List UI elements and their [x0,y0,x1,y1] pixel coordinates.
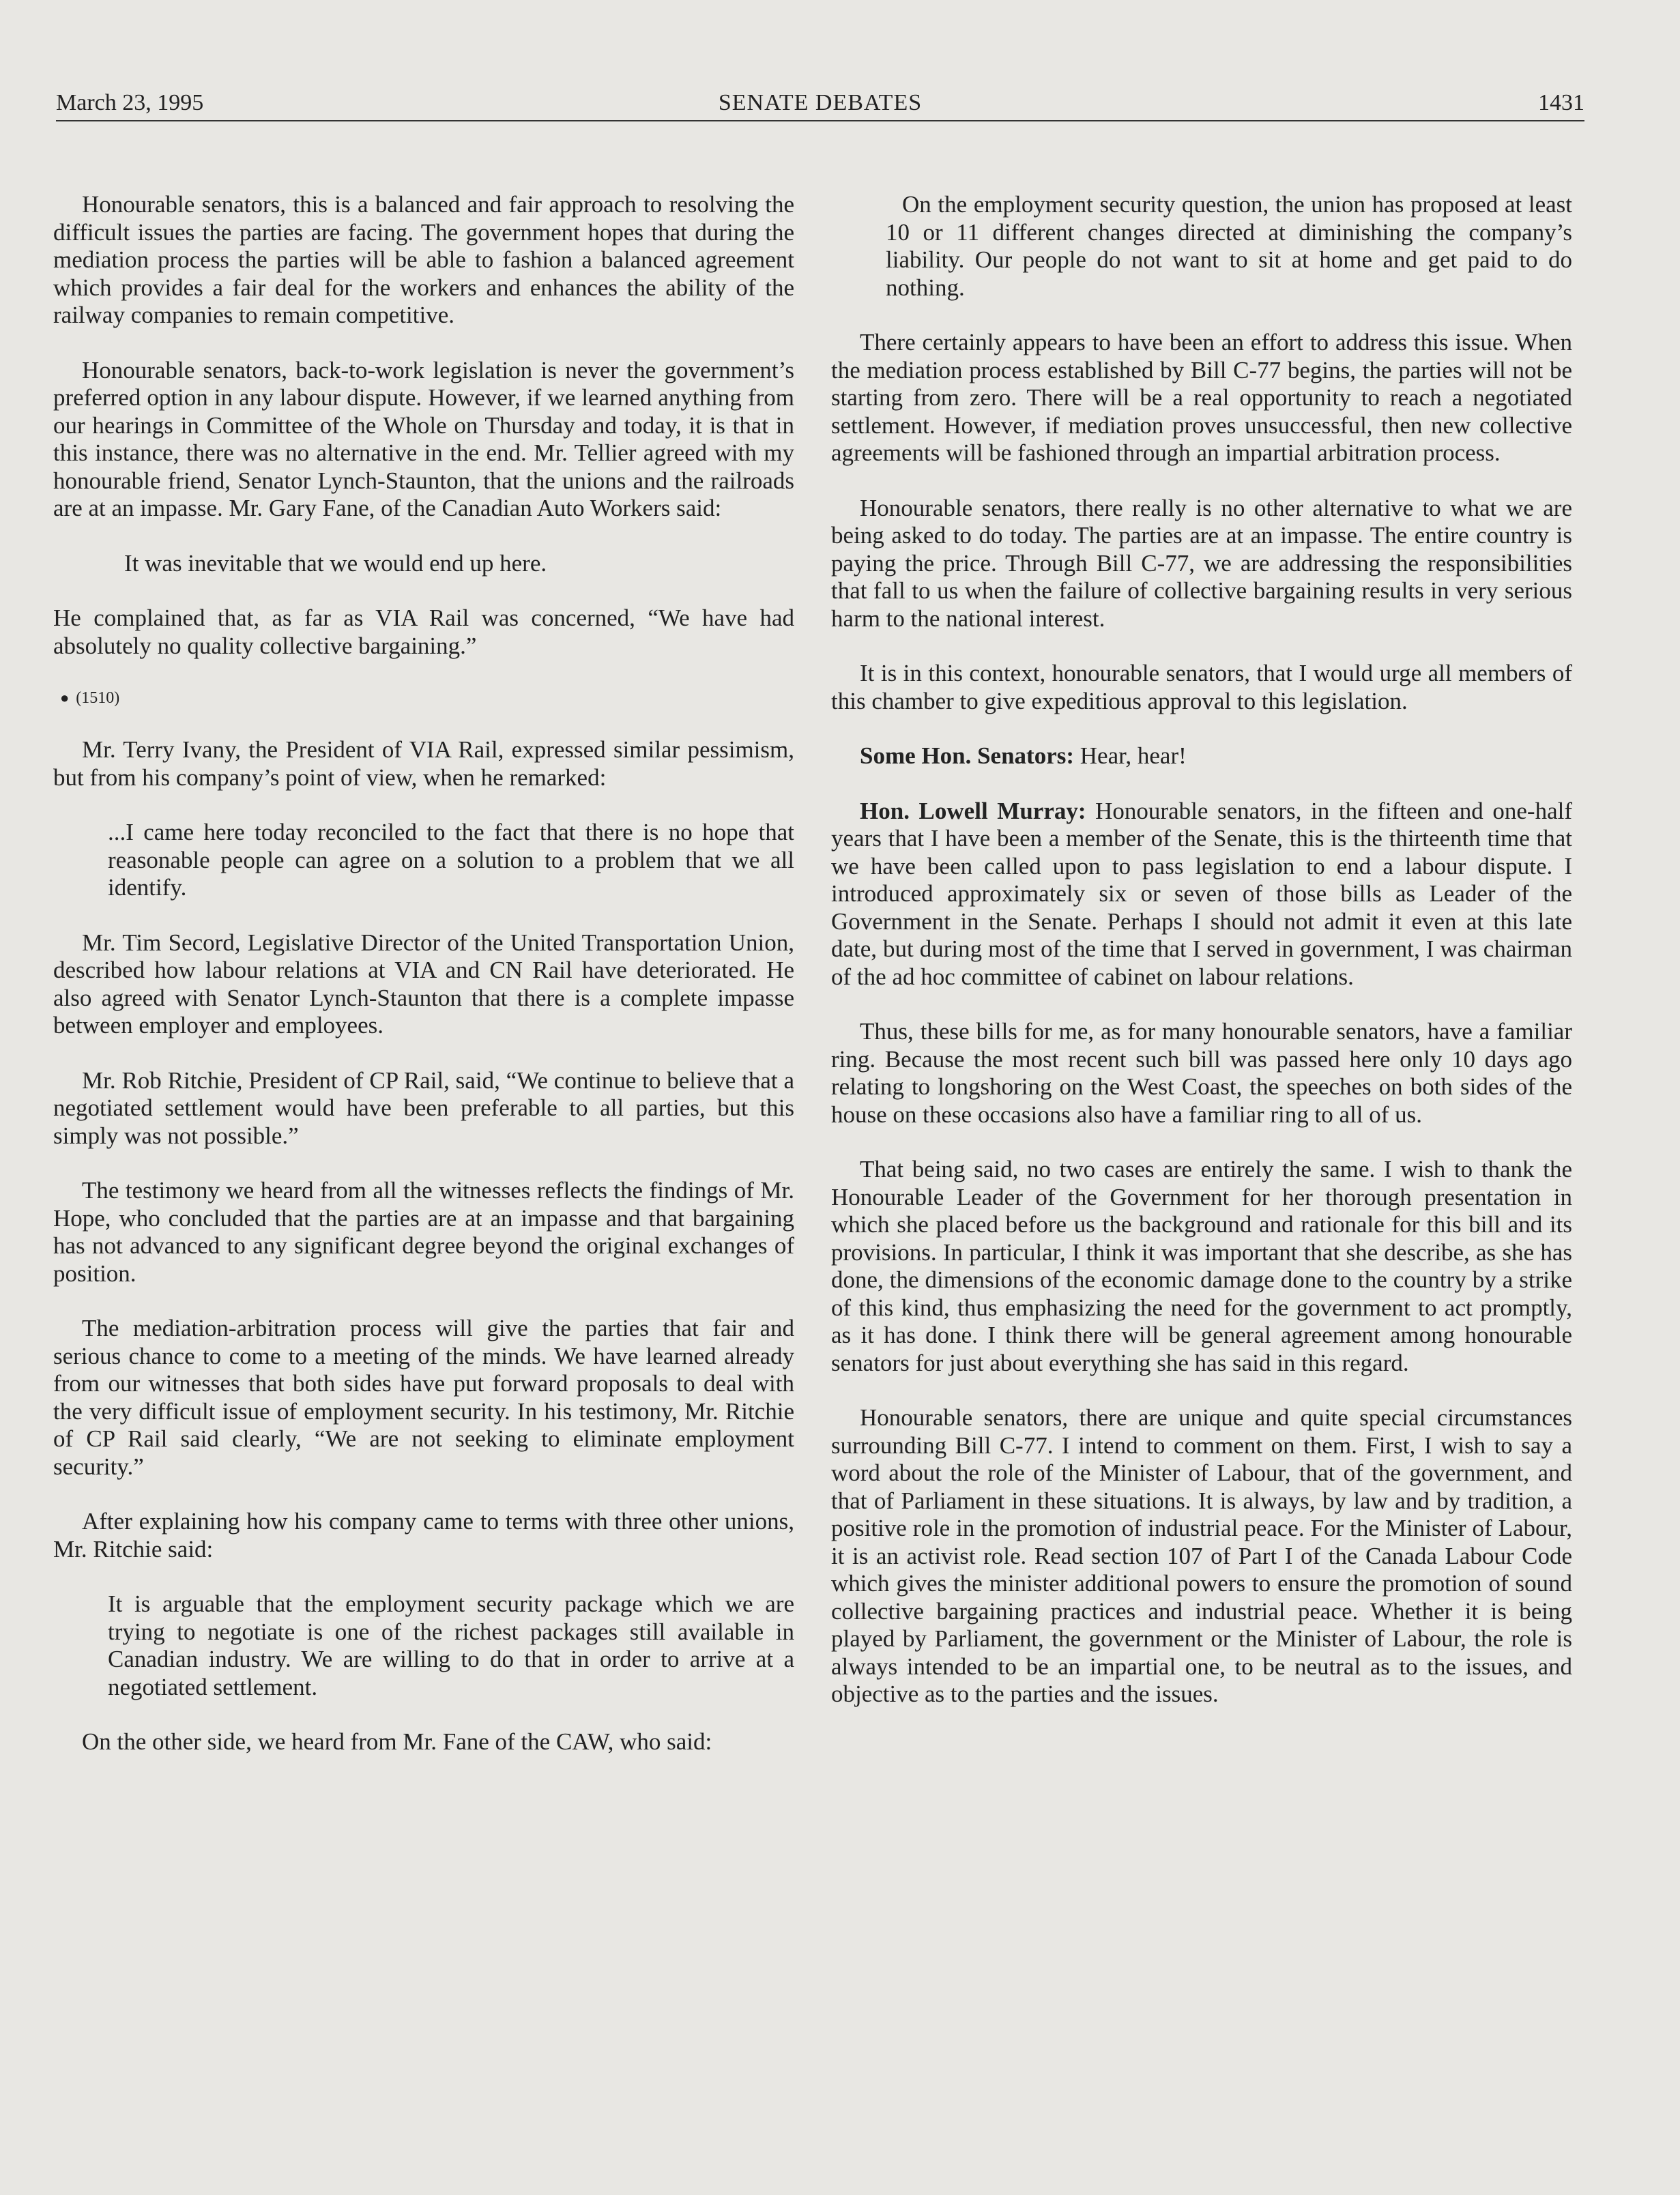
block-quote: It was inevitable that we would end up here. [124,549,547,577]
paragraph: Mr. Tim Secord, Legislative Director of the United Transportation Union, described how labour relations at VIA and CN Rail have deteriorated. He also agreed with Senator Lynch-Staunton that there is a complete impasse between employer and employees. [53,929,794,1038]
interjection [831,742,1572,770]
paragraph: After explaining how his company came to terms with three other unions, Mr. Ritchie said: [53,1508,794,1562]
left-column [53,191,794,1784]
paragraph: There certainly appears to have been an effort to address this issue. When the mediation process established by Bill C-77 begins, the parties will not be starting from zero. There will be a real opportunity to reach a negotiated settlement. However, if mediation proves unsuccessful, then new collective agreements will be fashioned through an impartial arbitration process. [831,329,1572,466]
header-date: March 23, 1995 [56,90,204,115]
interjection-text: Hear, hear! [1074,742,1187,769]
page-header [56,87,1584,121]
block-quote: ...I came here today reconciled to the fact that there is no hope that reasonable people can agree on a solution to a problem that we all identify. [108,819,794,901]
paragraph: Mr. Terry Ivany, the President of VIA Rail, expressed similar pessimism, but from his company’s point of view, when he remarked: [53,736,794,791]
paragraph: He complained that, as far as VIA Rail was concerned, “We have had absolutely no quality collective bargaining.” [53,605,794,659]
speaker-name: Some Hon. Senators: [860,742,1075,769]
paragraph: It is in this context, honourable senators, that I would urge all members of this chamber to give expeditious approval to this legislation. [831,660,1572,714]
time-marker-text: (1510) [76,689,120,707]
page-number: 1431 [1538,90,1584,115]
paragraph: Honourable senators, there are unique and quite special circumstances surrounding Bill C-77. I intend to comment on them. First, I wish to say a word about the role of the Minister of Labour, that of the government, and that of Parliament in these situations. It is always, by law and by tradition, a positive role in the promotion of industrial peace. For the Minister of Labour, it is an activist role. Read section 107 of Part I of the Canada Labour Code which gives the minister additional powers to ensure the promotion of sound collective bargaining practices and industrial peace. Whether it is being played by Parliament, the government or the Minister of Labour, the role is always intended to be an impartial one, to be neutral as to the issues, and objective as to the parties and the issues. [831,1404,1572,1707]
paragraph: Mr. Rob Ritchie, President of CP Rail, said, “We continue to believe that a negotiated settlement would have been preferable to all parties, but this simply was not possible.” [53,1066,794,1149]
speaker-name: Hon. Lowell Murray: [860,797,1086,824]
block-quote: On the employment security question, the union has proposed at least 10 or 11 different changes directed at diminishing the company’s liability. Our people do not want to sit at home and get paid to do nothing. [886,191,1572,301]
header-title: SENATE DEBATES [718,90,923,115]
paragraph: That being said, no two cases are entirely the same. I wish to thank the Honourable Leader of the Government for her thorough presentation in which she placed before us the background and rationale for this bill and its provisions. In particular, I think it was important that she describe, as she has done, the dimensions of the economic damage done to the country by a strike of this kind, thus emphasizing the need for the government to act promptly, as it has done. I think there will be general agreement among honourable senators for just about everything she has said in this regard. [831,1156,1572,1376]
paragraph: Honourable senators, there really is no other alternative to what we are being asked to do today. The parties are at an impasse. The entire country is paying the price. Through Bill C-77, we are addressing the responsibilities that fall to us when the failure of collective bargaining results in very serious harm to the national interest. [831,494,1572,632]
right-column [831,191,1572,1736]
paragraph: On the other side, we heard from Mr. Fane of the CAW, who said: [82,1728,712,1755]
speech [831,798,1572,991]
speech-text: Honourable senators, in the fifteen and one-half years that I have been a member of the Senate, this is the thirteenth time that we have been called upon to pass legislation to end a labour dispute. I introduced approximately six or seven of those bills as Leader of the Government in the Senate. Perhaps I should not admit it even at this late date, but during most of the time that I served in government, I was chairman of the ad hoc committee of cabinet on labour relations. [831,797,1572,990]
paragraph: The mediation-arbitration process will give the parties that fair and serious chance to come to a meeting of the minds. We have learned already from our witnesses that both sides have put forward proposals to deal with the very difficult issue of employment security. In his testimony, Mr. Ritchie of CP Rail said clearly, “We are not seeking to eliminate employment security.” [53,1315,794,1480]
paragraph: The testimony we heard from all the witnesses reflects the findings of Mr. Hope, who concluded that the parties are at an impasse and that bargaining has not advanced to any significant degree beyond the original exchanges of position. [53,1177,794,1287]
paragraph: Honourable senators, this is a balanced and fair approach to resolving the difficult issues the parties are facing. The government hopes that during the mediation process the parties will be able to fashion a balanced agreement which provides a fair deal for the workers and enhances the ability of the railway companies to remain competitive. [53,191,794,328]
time-marker [60,687,794,709]
paragraph: Thus, these bills for me, as for many honourable senators, have a familiar ring. Because the most recent such bill was passed here only 10 days ago relating to longshoring on the West Coast, the speeches on both sides of the house on these occasions also have a familiar ring to all of us. [831,1018,1572,1128]
block-quote: It is arguable that the employment security package which we are trying to negotiate is one of the richest packages still available in Canadian industry. We are willing to do that in order to arrive at a negotiated settlement. [108,1590,794,1700]
paragraph: Honourable senators, back-to-work legislation is never the government’s preferred option in any labour dispute. However, if we learned anything from our hearings in Committee of the Whole on Thursday and today, it is that in this instance, there was no alternative in the end. Mr. Tellier agreed with my honourable friend, Senator Lynch-Staunton, that the unions and the railroads are at an impasse. Mr. Gary Fane, of the Canadian Auto Workers said: [53,356,794,521]
bullet-icon: ● [60,689,70,706]
